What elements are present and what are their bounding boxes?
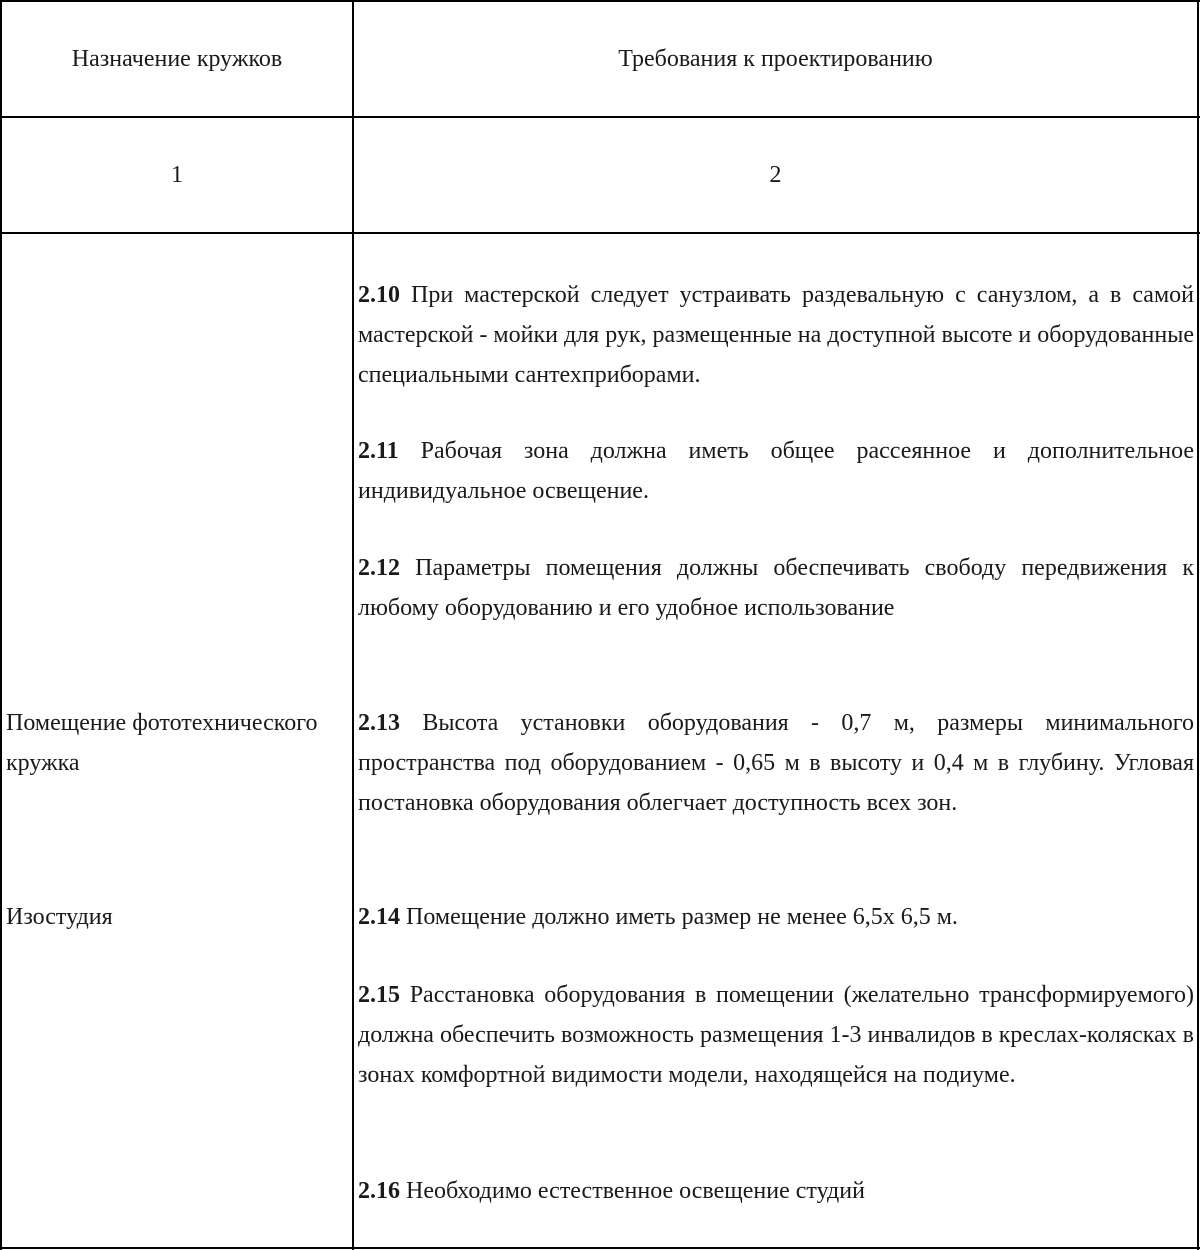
requirement-text: Необходимо естественное освещение студий xyxy=(406,1178,865,1204)
table-divider-numbers xyxy=(0,232,1200,234)
requirement-2-15 xyxy=(358,975,1194,1095)
requirement-text: При мастерской следует устраивать раздевальную с санузлом, а в самой мастерской - мойки для рук, размещенные на доступной высоте и оборудованные специальными сантехприборами. xyxy=(358,282,1194,388)
requirement-text: Расстановка оборудования в помещении (желательно трансформируемого) должна обеспечить возможность размещения 1-3 инвалидов в креслах-колясках в зонах комфортной видимости модели, находящейся на подиуме. xyxy=(358,982,1195,1088)
requirement-number: 2.14 xyxy=(358,904,400,930)
requirement-2-11 xyxy=(358,431,1194,511)
requirement-2-13 xyxy=(358,703,1194,823)
table-border-bottom xyxy=(0,1247,1200,1249)
requirement-2-10 xyxy=(358,275,1194,395)
column-number-1: 1 xyxy=(171,161,183,188)
requirement-text: Параметры помещения должны обеспечивать свободу передвижения к любому оборудованию и его удобное использование xyxy=(358,555,1194,621)
label-photo-room: Помещение фототехнического кружка xyxy=(6,710,318,776)
requirement-2-16 xyxy=(358,1171,1194,1211)
requirement-2-14 xyxy=(358,897,1194,937)
requirement-number: 2.16 xyxy=(358,1178,400,1204)
requirement-text: Помещение должно иметь размер не менее 6,5х 6,5 м. xyxy=(406,904,958,930)
requirement-number: 2.10 xyxy=(358,282,400,308)
requirement-number: 2.15 xyxy=(358,982,400,1008)
requirement-2-12 xyxy=(358,548,1194,628)
requirement-text: Рабочая зона должна иметь общее рассеянное и дополнительное индивидуальное освещение. xyxy=(358,438,1195,504)
table-border-right xyxy=(1197,0,1199,1250)
requirement-number: 2.12 xyxy=(358,555,400,581)
header-requirements: Требования к проектированию xyxy=(618,45,933,72)
requirement-text: Высота установки оборудования - 0,7 м, размеры минимального пространства под оборудованием - 0,65 м в высоту и 0,4 м в глубину. Угловая постановка оборудования облегчает доступность всех зон. xyxy=(358,710,1195,816)
label-art-studio: Изостудия xyxy=(6,904,113,930)
header-purpose: Назначение кружков xyxy=(71,45,283,72)
requirement-number: 2.11 xyxy=(358,438,399,464)
column-number-2: 2 xyxy=(769,161,782,188)
requirement-number: 2.13 xyxy=(358,710,400,736)
